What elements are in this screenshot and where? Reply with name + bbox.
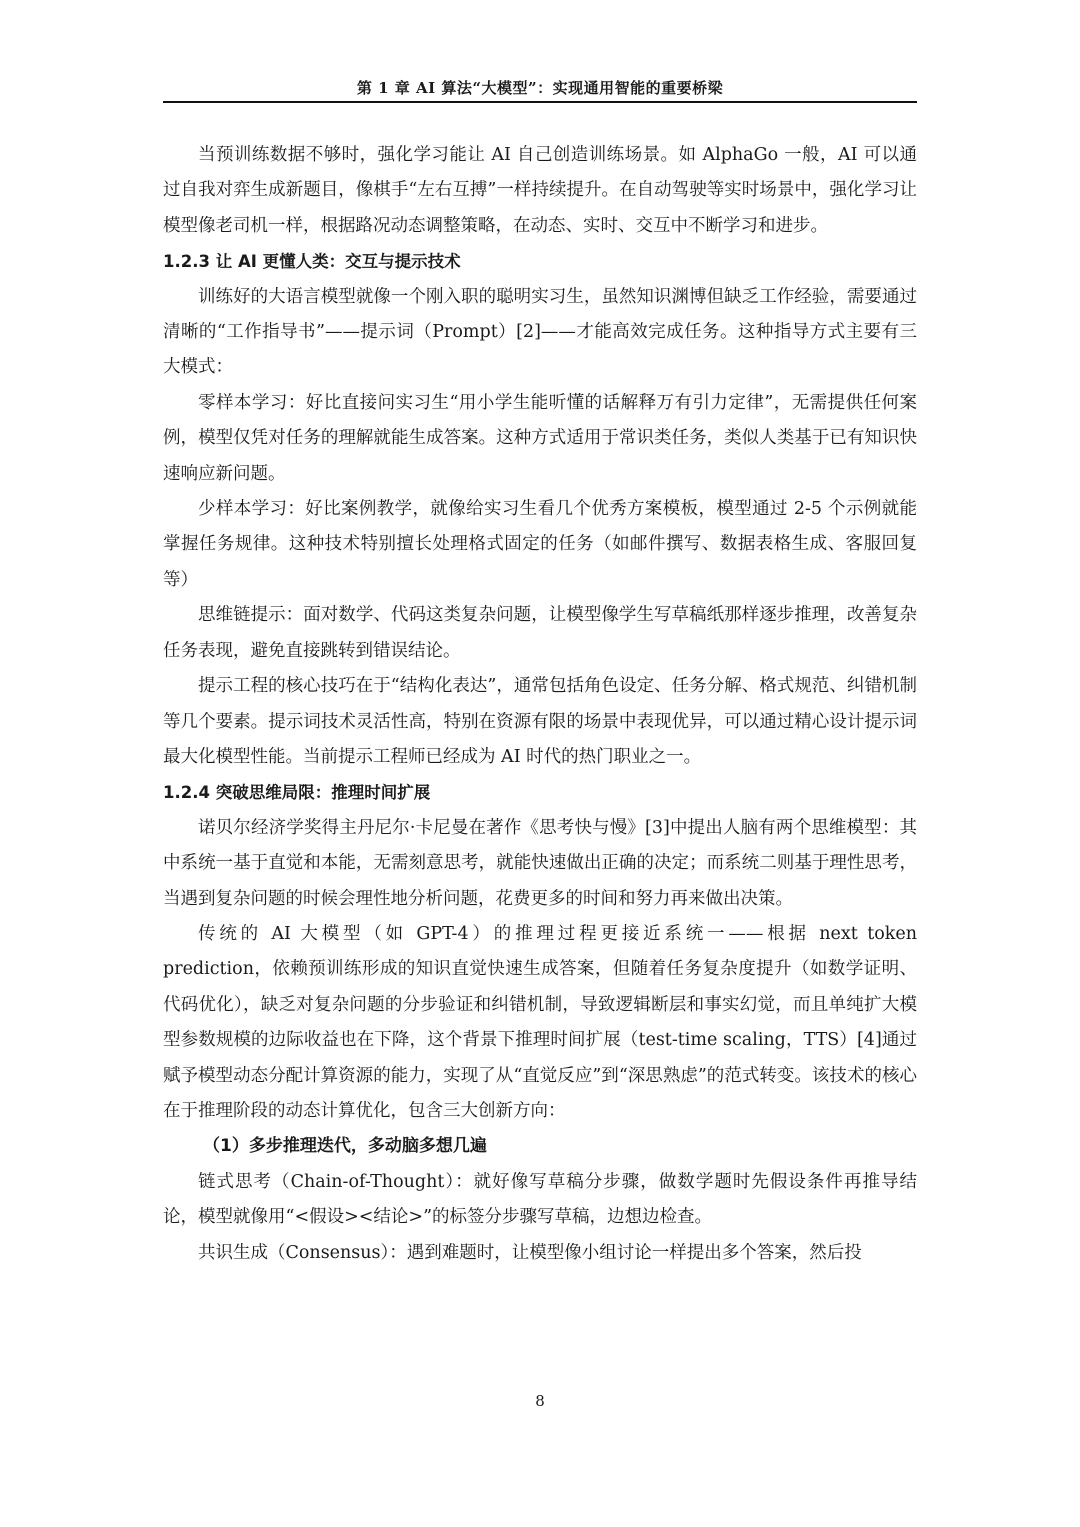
- section-heading-1-2-4: 1.2.4 突破思维局限：推理时间扩展: [163, 783, 431, 803]
- paragraph-consensus: 共识生成（Consensus）：遇到难题时，让模型像小组讨论一样提出多个答案，然后投: [198, 1242, 862, 1263]
- paragraph-kahneman: 诺贝尔经济学奖得主丹尼尔·卡尼曼在著作《思考快与慢》[3]中提出人脑有两个思维模型：其中系统一基于直觉和本能，无需刻意思考，就能快速做出正确的决定；而系统二则基于理性思考，当遇到复杂问题的时候会理性地分析问题，花费更多的时间和努力再来做出决策。: [163, 817, 917, 909]
- subheading-multistep-reasoning: （1）多步推理迭代，多动脑多想几遍: [203, 1136, 487, 1157]
- paragraph-prompt-intro: 训练好的大语言模型就像一个刚入职的聪明实习生，虽然知识渊博但缺乏工作经验，需要通过清晰的“工作指导书”——提示词（Prompt）[2]——才能高效完成任务。这种指导方式主要有三大模式：: [163, 286, 917, 378]
- paragraph-prompt-engineering: 提示工程的核心技巧在于“结构化表达”，通常包括角色设定、任务分解、格式规范、纠错机制等几个要素。提示词技术灵活性高，特别在资源有限的场景中表现优异，可以通过精心设计提示词最大化模型性能。当前提示工程师已经成为 AI 时代的热门职业之一。: [163, 676, 917, 767]
- header-divider: [163, 101, 917, 103]
- running-header: 第 1 章 AI 算法“大模型”：实现通用智能的重要桥梁: [356, 79, 724, 97]
- paragraph-few-shot: 少样本学习：好比案例教学，就像给实习生看几个优秀方案模板，模型通过 2-5 个示例就能掌握任务规律。这种技术特别擅长处理格式固定的任务（如邮件撰写、数据表格生成、客服回复等）: [163, 499, 917, 590]
- paragraph-zero-shot: 零样本学习：好比直接问实习生“用小学生能听懂的话解释万有引力定律”，无需提供任何案例，模型仅凭对任务的理解就能生成答案。这种方式适用于常识类任务，类似人类基于已有知识快速响应新问题。: [163, 392, 917, 484]
- paragraph-test-time-scaling: 传统的 AI 大模型（如 GPT-4）的推理过程更接近系统一——根据 next token prediction，依赖预训练形成的知识直觉快速生成答案，但随着任务复杂度提升（如数学证明、代码优化），缺乏对复杂问题的分步验证和纠错机制，导致逻辑断层和事实幻觉，而且单纯扩大模型参数规模的边际收益也在下降，这个背景下推理时间扩展（test-time scaling，TTS）[4]通过赋予模型动态分配计算资源的能力，实现了从“直觉反应”到“深思熟虑”的范式转变。该技术的核心在于推理阶段的动态计算优化，包含三大创新方向：: [163, 923, 917, 1121]
- paragraph-reinforcement-learning: 当预训练数据不够时，强化学习能让 AI 自己创造训练场景。如 AlphaGo 一般，AI 可以通过自我对弈生成新题目，像棋手“左右互搏”一样持续提升。在自动驾驶等实时场景中，强化学习让模型像老司机一样，根据路况动态调整策略，在动态、实时、交互中不断学习和进步。: [163, 145, 917, 236]
- page-number: 8: [535, 1392, 545, 1410]
- section-heading-1-2-3: 1.2.3 让 AI 更懂人类：交互与提示技术: [163, 252, 461, 272]
- paragraph-chain-of-thought: 链式思考（Chain-of-Thought）：就好像写草稿分步骤，做数学题时先假设条件再推导结论，模型就像用“<假设><结论>”的标签分步骤写草稿，边想边检查。: [163, 1171, 917, 1228]
- paragraph-chain-of-thought-prompt: 思维链提示：面对数学、代码这类复杂问题，让模型像学生写草稿纸那样逐步推理，改善复杂任务表现，避免直接跳转到错误结论。: [163, 605, 917, 661]
- page-body: [163, 138, 917, 1271]
